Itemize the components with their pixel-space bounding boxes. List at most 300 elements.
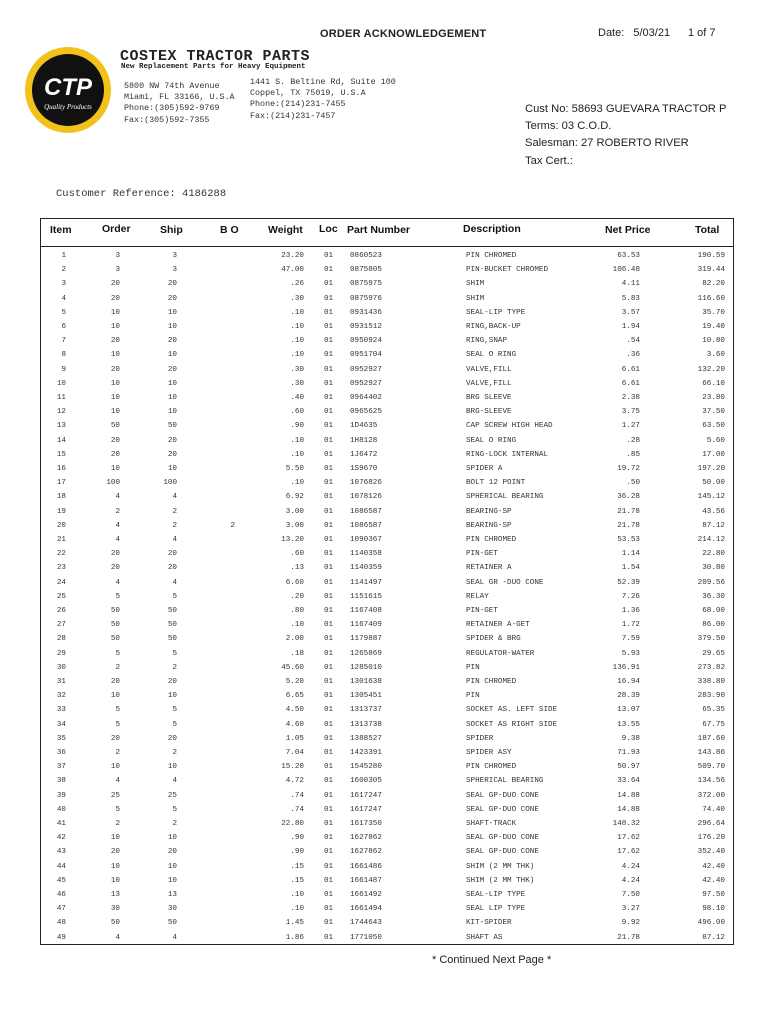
cell-net-price: 4.24 [621, 862, 640, 871]
cell-total: 338.80 [697, 678, 725, 686]
cell-item: 17 [56, 479, 66, 488]
cell-weight: .60 [290, 408, 304, 417]
cell-ship: 10 [167, 379, 177, 388]
table-row [40, 405, 734, 419]
page-number: 1 of 7 [688, 27, 716, 39]
cell-ship: 20 [167, 550, 177, 559]
cell-item: 19 [56, 507, 66, 516]
cell-total: 29.65 [702, 649, 725, 658]
cell-order: 5 [115, 649, 120, 658]
customer-number: Cust No: 58693 GUEVARA TRACTOR P [525, 103, 727, 115]
cell-net-price: 53.53 [617, 536, 640, 544]
cell-ship: 50 [167, 607, 177, 615]
cell-ship: 10 [167, 408, 177, 417]
table-row [40, 789, 734, 803]
cell-part-number: 1167409 [350, 621, 382, 630]
cell-total: 283.90 [697, 692, 725, 701]
cell-part-number: 1285010 [350, 663, 382, 672]
cell-item: 32 [56, 692, 66, 701]
cell-part-number: 1600305 [350, 777, 382, 786]
cell-item: 38 [56, 777, 66, 786]
cell-weight: .30 [290, 379, 304, 388]
cell-ship: 4 [172, 578, 177, 587]
cell-part-number: 1S9670 [350, 465, 378, 473]
cell-total: 68.00 [702, 607, 725, 615]
cell-weight: 3.00 [285, 521, 304, 530]
table-row [40, 604, 734, 618]
cell-net-price: 5.83 [621, 294, 640, 303]
cell-description: SEAL O RING [466, 351, 517, 360]
cell-total: 42.40 [702, 876, 725, 885]
cell-description: SEAL GR -DUO CONE [466, 578, 544, 587]
cell-ship: 20 [167, 564, 177, 573]
cell-item: 4 [61, 294, 66, 303]
cell-total: 23.80 [702, 394, 725, 402]
cell-description: PIN-BUCKET CHROMED [466, 266, 549, 275]
cell-ship: 10 [167, 308, 177, 317]
cell-ship: 2 [172, 663, 177, 672]
cell-description: SPHERICAL BEARING [466, 493, 544, 502]
cell-net-price: 4.24 [621, 876, 640, 885]
cell-item: 43 [56, 848, 66, 857]
cell-loc: 01 [324, 791, 334, 800]
table-row [40, 661, 734, 675]
cell-loc: 01 [324, 521, 334, 530]
cell-description: RETAINER A [466, 564, 512, 573]
cell-ship: 5 [172, 706, 177, 715]
cell-weight: 4.72 [285, 777, 304, 786]
cell-loc: 01 [324, 479, 334, 488]
cell-weight: .20 [290, 592, 304, 601]
cell-description: CAP SCREW HIGH HEAD [466, 422, 553, 431]
cell-item: 40 [56, 805, 66, 814]
cell-weight: .10 [290, 337, 304, 346]
cell-description: SHAFT-TRACK [466, 820, 517, 828]
cell-part-number: 1J6472 [350, 450, 378, 459]
cell-order: 10 [110, 394, 120, 402]
cell-loc: 01 [324, 891, 334, 899]
cell-description: BEARING-SP [466, 521, 512, 530]
company-tagline: New Replacement Parts for Heavy Equipment [121, 63, 306, 71]
cell-net-price: 52.39 [617, 578, 640, 587]
cell-weight: .15 [290, 876, 304, 885]
cell-part-number: 1388527 [350, 734, 382, 743]
cell-part-number: 0964402 [350, 394, 382, 402]
cell-loc: 01 [324, 763, 334, 772]
cell-item: 5 [61, 308, 66, 317]
cell-order: 2 [115, 663, 120, 672]
cell-order: 20 [110, 280, 120, 289]
cell-item: 31 [56, 678, 66, 686]
cell-description: SHIM [466, 294, 485, 303]
company-name: COSTEX TRACTOR PARTS [120, 48, 311, 65]
cell-ship: 50 [167, 621, 177, 630]
cell-weight: 23.20 [281, 252, 304, 260]
cell-order: 20 [110, 564, 120, 573]
table-row [40, 888, 734, 902]
cell-order: 10 [110, 862, 120, 871]
cell-order: 20 [110, 550, 120, 559]
col-header-bo: B O [220, 224, 239, 236]
table-row [40, 632, 734, 646]
cell-part-number: 1627862 [350, 834, 382, 843]
cell-part-number: 0952927 [350, 379, 382, 388]
cell-ship: 2 [172, 521, 177, 530]
cell-item: 15 [56, 450, 66, 459]
cell-loc: 01 [324, 294, 334, 303]
cell-net-price: 1.27 [621, 422, 640, 431]
cell-loc: 01 [324, 564, 334, 573]
cell-net-price: 63.53 [617, 252, 640, 260]
cell-weight: 6.65 [285, 692, 304, 701]
cell-loc: 01 [324, 663, 334, 672]
cell-net-price: .28 [626, 436, 640, 445]
cell-total: 30.80 [702, 564, 725, 573]
cell-order: 4 [115, 578, 120, 587]
cell-weight: .30 [290, 365, 304, 374]
cell-total: 63.50 [702, 422, 725, 431]
cell-total: 86.00 [702, 621, 725, 630]
cell-part-number: 0931436 [350, 308, 382, 317]
cell-bo: 2 [230, 521, 235, 530]
table-row [40, 519, 734, 533]
cell-weight: 13.20 [281, 536, 304, 544]
cell-part-number: 1661492 [350, 891, 382, 899]
cell-ship: 10 [167, 351, 177, 360]
cell-item: 25 [56, 592, 66, 601]
cell-item: 18 [56, 493, 66, 502]
logo-subtext: Quality Products [44, 103, 92, 111]
table-row [40, 263, 734, 277]
cell-loc: 01 [324, 365, 334, 374]
cell-part-number: 1744643 [350, 919, 382, 928]
cell-item: 6 [61, 323, 66, 331]
cell-total: 116.60 [697, 294, 725, 303]
cell-loc: 01 [324, 578, 334, 587]
cell-total: 67.75 [702, 720, 725, 729]
cell-order: 10 [110, 763, 120, 772]
cell-ship: 5 [172, 720, 177, 729]
address-miami [124, 81, 235, 126]
table-row [40, 533, 734, 547]
customer-reference: Customer Reference: 4186288 [56, 188, 227, 200]
cell-net-price: .85 [626, 450, 640, 459]
cell-description: SPIDER & BRG [466, 635, 521, 644]
cell-order: 20 [110, 294, 120, 303]
cell-total: 379.50 [697, 635, 725, 644]
cell-item: 9 [61, 365, 66, 374]
cell-weight: .40 [290, 394, 304, 402]
cell-order: 5 [115, 592, 120, 601]
cell-ship: 2 [172, 507, 177, 516]
cell-description: SPIDER A [466, 465, 503, 473]
cell-item: 46 [56, 891, 66, 899]
cell-description: BRG-SLEEVE [466, 408, 512, 417]
cell-total: 82.20 [702, 280, 725, 289]
cell-weight: .10 [290, 351, 304, 360]
cell-item: 12 [56, 408, 66, 417]
cell-ship: 20 [167, 848, 177, 857]
table-row [40, 845, 734, 859]
cell-loc: 01 [324, 678, 334, 686]
cell-total: 43.56 [702, 507, 725, 516]
cell-total: 190.59 [697, 252, 725, 260]
cell-part-number: 1D4635 [350, 422, 378, 431]
cell-total: 36.30 [702, 592, 725, 601]
cell-net-price: 106.48 [612, 266, 640, 275]
cell-net-price: 17.62 [617, 848, 640, 857]
cell-description: BEARING-SP [466, 507, 512, 516]
cell-description: PIN CHROMED [466, 763, 517, 772]
cell-description: VALVE,FILL [466, 379, 512, 388]
cell-weight: 3.00 [285, 507, 304, 516]
cell-item: 13 [56, 422, 66, 431]
cell-total: 87.12 [702, 933, 725, 942]
cell-loc: 01 [324, 450, 334, 459]
table-row [40, 363, 734, 377]
cell-part-number: 0860523 [350, 252, 382, 260]
cell-loc: 01 [324, 820, 334, 828]
cell-weight: .18 [290, 649, 304, 658]
cell-item: 33 [56, 706, 66, 715]
cell-item: 14 [56, 436, 66, 445]
col-header-total: Total [695, 224, 720, 236]
cell-net-price: 9.38 [621, 734, 640, 743]
cell-part-number: 0875805 [350, 266, 382, 275]
cell-weight: .90 [290, 848, 304, 857]
cell-description: RELAY [466, 592, 489, 601]
cell-description: RING-LOCK INTERNAL [466, 450, 549, 459]
cell-ship: 5 [172, 592, 177, 601]
cell-part-number: 1313738 [350, 720, 382, 729]
table-row [40, 689, 734, 703]
cell-part-number: 1661494 [350, 905, 382, 914]
cell-loc: 01 [324, 706, 334, 715]
address-line: Fax:(214)231-7457 [250, 110, 336, 121]
cell-order: 4 [115, 933, 120, 942]
cell-net-price: .50 [626, 479, 640, 488]
cell-description: SPIDER ASY [466, 749, 512, 757]
cell-order: 20 [110, 436, 120, 445]
cell-part-number: 1086587 [350, 521, 382, 530]
cell-ship: 13 [167, 891, 177, 899]
customer-tax-cert: Tax Cert.: [525, 155, 573, 167]
table-row [40, 490, 734, 504]
cell-part-number: 1661486 [350, 862, 382, 871]
cell-total: 37.50 [702, 408, 725, 417]
cell-net-price: 21.78 [617, 521, 640, 530]
cell-loc: 01 [324, 734, 334, 743]
cell-total: 35.70 [702, 308, 725, 317]
address-line: Phone:(305)592-9769 [124, 103, 220, 114]
cell-net-price: 136.91 [612, 663, 640, 672]
cell-description: PIN [466, 663, 480, 672]
cell-total: 17.00 [702, 450, 725, 459]
cell-weight: .80 [290, 607, 304, 615]
table-row [40, 916, 734, 930]
cell-ship: 20 [167, 337, 177, 346]
cell-loc: 01 [324, 351, 334, 360]
cell-part-number: 1423391 [350, 749, 382, 757]
cell-total: 372.00 [697, 791, 725, 800]
cell-item: 28 [56, 635, 66, 644]
cell-total: 50.00 [702, 479, 725, 488]
cell-weight: .10 [290, 891, 304, 899]
cell-net-price: 14.88 [617, 791, 640, 800]
cell-net-price: 3.57 [621, 308, 640, 317]
cell-net-price: 28.39 [617, 692, 640, 701]
cell-item: 26 [56, 607, 66, 615]
cell-part-number: 1301638 [350, 678, 382, 686]
cell-part-number: 1141497 [350, 578, 382, 587]
cell-loc: 01 [324, 280, 334, 289]
cell-item: 24 [56, 578, 66, 587]
cell-part-number: 1617247 [350, 791, 382, 800]
address-line: Coppel, TX 75019, U.S.A [250, 88, 366, 99]
cell-order: 5 [115, 706, 120, 715]
cell-weight: 1.45 [285, 919, 304, 928]
cell-ship: 3 [172, 266, 177, 275]
cell-order: 5 [115, 805, 120, 814]
cell-part-number: 1661487 [350, 876, 382, 885]
cell-description: SHAFT AS [466, 933, 503, 942]
cell-order: 20 [110, 450, 120, 459]
cell-loc: 01 [324, 720, 334, 729]
cell-weight: 47.00 [281, 266, 304, 275]
cell-description: SEAL GP-DUO CONE [466, 834, 539, 843]
cell-description: PIN-GET [466, 550, 498, 559]
cell-net-price: 21.78 [617, 507, 640, 516]
table-row [40, 774, 734, 788]
cell-loc: 01 [324, 536, 334, 544]
cell-part-number: 1151615 [350, 592, 382, 601]
cell-weight: .10 [290, 621, 304, 630]
cell-description: VALVE,FILL [466, 365, 512, 374]
cell-item: 37 [56, 763, 66, 772]
cell-description: SOCKET AS. LEFT SIDE [466, 706, 558, 715]
cell-net-price: 6.61 [621, 365, 640, 374]
cell-weight: 4.50 [285, 706, 304, 715]
table-row [40, 576, 734, 590]
cell-part-number: 0875976 [350, 294, 382, 303]
cell-order: 10 [110, 351, 120, 360]
cell-net-price: 17.62 [617, 834, 640, 843]
cell-part-number: 1090367 [350, 536, 382, 544]
cell-description: SEAL LIP TYPE [466, 905, 526, 914]
cell-total: 65.35 [702, 706, 725, 715]
cell-order: 2 [115, 749, 120, 757]
address-line: Miami, FL 33166, U.S.A [124, 92, 235, 103]
cell-weight: .90 [290, 422, 304, 431]
table-row [40, 902, 734, 916]
cell-loc: 01 [324, 394, 334, 402]
cell-ship: 4 [172, 493, 177, 502]
cell-loc: 01 [324, 805, 334, 814]
continued-note: * Continued Next Page * [432, 954, 552, 966]
cell-part-number: 1627862 [350, 848, 382, 857]
cell-part-number: 1265869 [350, 649, 382, 658]
cell-part-number: 0951704 [350, 351, 382, 360]
cell-order: 5 [115, 720, 120, 729]
cell-item: 35 [56, 734, 66, 743]
table-row [40, 249, 734, 263]
cell-description: SPHERICAL BEARING [466, 777, 544, 786]
cell-order: 10 [110, 323, 120, 331]
cell-total: 352.40 [697, 848, 725, 857]
cell-part-number: 1617350 [350, 820, 382, 828]
cell-order: 10 [110, 465, 120, 473]
cell-order: 10 [110, 692, 120, 701]
cell-weight: 2.00 [285, 635, 304, 644]
cell-ship: 20 [167, 280, 177, 289]
cell-net-price: 50.97 [617, 763, 640, 772]
cell-ship: 10 [167, 763, 177, 772]
cell-weight: .15 [290, 862, 304, 871]
cell-total: 97.50 [702, 891, 725, 899]
cell-weight: .10 [290, 479, 304, 488]
cell-item: 45 [56, 876, 66, 885]
cell-ship: 10 [167, 876, 177, 885]
logo-text: CTP [44, 74, 92, 101]
cell-item: 44 [56, 862, 66, 871]
cell-loc: 01 [324, 649, 334, 658]
table-row [40, 746, 734, 760]
cell-total: 19.40 [702, 323, 725, 331]
cell-total: 134.56 [697, 777, 725, 786]
cell-item: 21 [56, 536, 66, 544]
cell-loc: 01 [324, 848, 334, 857]
table-row [40, 476, 734, 490]
cell-description: BOLT 12 POINT [466, 479, 526, 488]
cell-part-number: 1313737 [350, 706, 382, 715]
cell-order: 50 [110, 607, 120, 615]
col-header-ship: Ship [160, 224, 183, 236]
table-row [40, 547, 734, 561]
cell-part-number: 1140358 [350, 550, 382, 559]
cell-part-number: 0965625 [350, 408, 382, 417]
cell-description: SEAL O RING [466, 436, 517, 445]
cell-order: 10 [110, 308, 120, 317]
cell-total: 187.60 [697, 734, 725, 743]
cell-loc: 01 [324, 692, 334, 701]
cell-loc: 01 [324, 862, 334, 871]
table-row [40, 760, 734, 774]
cell-loc: 01 [324, 905, 334, 914]
cell-total: 22.80 [702, 550, 725, 559]
cell-net-price: 16.94 [617, 678, 640, 686]
cell-total: 214.12 [697, 536, 725, 544]
cell-net-price: 19.72 [617, 465, 640, 473]
cell-total: 319.44 [697, 266, 725, 275]
cell-item: 23 [56, 564, 66, 573]
cell-weight: .30 [290, 294, 304, 303]
cell-description: SEAL-LIP TYPE [466, 891, 526, 899]
col-header-item: Item [50, 224, 72, 236]
cell-loc: 01 [324, 933, 334, 942]
cell-ship: 4 [172, 777, 177, 786]
cell-net-price: 1.72 [621, 621, 640, 630]
cell-order: 50 [110, 635, 120, 644]
cell-part-number: 1140359 [350, 564, 382, 573]
cell-ship: 3 [172, 252, 177, 260]
cell-description: PIN [466, 692, 480, 701]
cell-weight: 5.50 [285, 465, 304, 473]
cell-weight: .74 [290, 791, 304, 800]
cell-ship: 2 [172, 749, 177, 757]
cell-ship: 5 [172, 649, 177, 658]
cell-weight: 15.20 [281, 763, 304, 772]
cell-ship: 50 [167, 635, 177, 644]
